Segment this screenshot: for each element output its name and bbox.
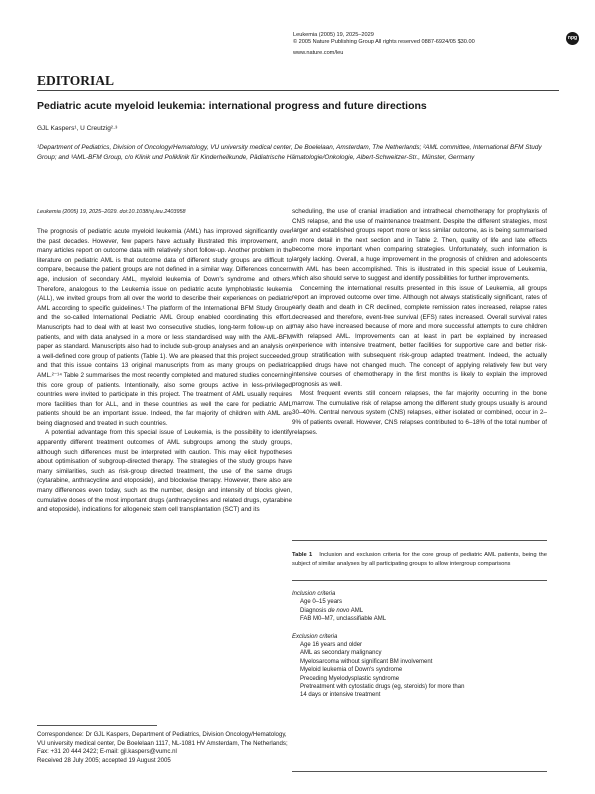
correspondence-text: Correspondence: Dr GJL Kaspers, Department of Pediatrics, Division Oncology/Hematology, VU university medical center, De Boelelaan 1117, NL-1081 HV Amsterdam, The Netherlands; Fax: +31 20 444 2422; E-mail: gjl.kaspers@vumc.nl	[37, 731, 288, 756]
section-label: EDITORIAL	[37, 73, 115, 88]
aml-suffix: AML	[349, 607, 364, 614]
citation-text: Leukemia (2005) 19, 2025–2029. doi:10.1038/sj.leu.2403958	[37, 209, 186, 215]
body-column-right	[292, 207, 547, 437]
table-body	[292, 590, 547, 700]
de-novo-term: de novo	[328, 607, 350, 614]
body-paragraph: The prognosis of pediatric acute myeloid leukemia (AML) has improved significantly over the past decades. However, few papers have actually illustrated this improvement, and many articles report on outcome data with relatively short follow-up. Another problem in the literature on pediatric AML is that outcome data of different study groups are difficult to compare, because the patient groups are not defined in a similar way. Differences concern age, inclusion of secondary AML, myeloid leukemia of Down's syndrome and others. Therefore, analogous to the Leukemia issue on pediatric acute lymphoblastic leukemia (ALL), we invited groups from all over the world to describe their experiences on pediatric AML according to specific guidelines.¹ The platform of the International BFM Study Group and the so-called International Pediatric AML Group enabled coordinating this effort. Manuscripts had to deal with at least two consecutive studies, long-term follow-up on all patients, and with data analysed in a more or less standardised way with the AML-BFM paper as standard. Manuscripts also had to include sub-group analyses and an analysis on a well-defined core group of patients (Table 1). We are pleased that this project succeeded, and that this issue contains 13 original manuscripts from as many groups on pediatric AML.²⁻¹⁴ Table 2 summarises the most recently completed and matured studies concerning this core group of patients. Intentionally, also some groups active in less-privileged countries were invited to participate in this project. The treatment of AML usually requires more facilities than for ALL, and in these countries as well the care for pediatric AML patients should be an important issue. Indeed, the far majority of children with AML are being diagnosed and treated in such countries.	[37, 228, 292, 427]
body-paragraph: Most frequent events still concern relapses, the far majority occurring in the bone marrow. The cumulative risk of relapse among the different study groups usually is around 30–40%. Central nervous system (CNS) relapses, either isolated or combined, occur in 2–9% of patients overall. However, CNS relapses contributed to 6–18% of the total number of relapses.	[292, 390, 547, 436]
table-top-rule	[292, 540, 547, 541]
author-list: GJL Kaspers¹, U Creutzig²·³	[37, 125, 118, 132]
body-paragraph: Concerning the international results presented in this issue of Leukemia, all groups report an improved outcome over time. Although not always statistically significant, rates of early death and death in CR declined, complete remission rates increased, relapse rates decreased and therefore, event-free survival (EFS) rates increased. Overall survival rates may also have increased because of more and more successful attempts to cure children with relapsed AML. Improvements can at least in part be explained by increased experience with intensive treatment, better facilities for supportive care and better risk-group stratification with subsequent risk-group adapted treatment. Indeed, the actually applied drugs have not changed much. The concept of applying relatively few but very intensive courses of chemotherapy in the first months is likely to explain the improved prognosis as well.	[292, 284, 547, 388]
body-column-left	[37, 227, 292, 515]
copyright-line: © 2005 Nature Publishing Group All rights reserved 0887-6924/05 $30.00	[293, 39, 475, 46]
article-citation	[37, 209, 292, 215]
table-caption	[292, 551, 547, 568]
body-paragraph: A potential advantage from this special issue of Leukemia, is the possibility to identify apparently different treatment outcomes of AML subgroups among the study groups, although such differences must be interpreted with caution. This may elicit hypotheses about optimisation of subgroup-directed therapy. The strategies of the study groups have many similarities, such as risk-group directed treatment, the use of the same drugs (cytarabine, anthracycline and etoposide), and blockwise therapy. However, there also are many differences even today, such as the number, design and intensity of blocks given, cumulative doses of the most important drugs (anthracyclines and related drugs, cytarabine and etoposide), indications for allogeneic stem cell transplantation (SCT) and its	[37, 429, 292, 514]
affiliations: ¹Department of Pediatrics, Division of Oncology/Hematology, VU university medical center, De Boelelaan, Amsterdam, The Netherlands; ²AML committee, International BFM Study Group; and ³AML-BFM Group, c/o Klinik und Poliklinik für Kinderheilkunde, Pädiatrische Hämatologie/Onkologie, Albert-Schweitzer-Str., Münster, Germany	[37, 144, 542, 161]
table-label: Table 1	[292, 552, 313, 558]
table-header-rule	[292, 580, 547, 581]
table-row	[292, 607, 547, 615]
article-title: Pediatric acute myeloid leukemia: international progress and future directions	[37, 100, 427, 112]
correspondence-note	[37, 731, 292, 765]
inclusion-header: Inclusion criteria	[292, 591, 336, 597]
table-row: Myelosarcoma without significant BM involvement	[300, 658, 433, 665]
exclusion-header: Exclusion criteria	[292, 633, 338, 640]
journal-header	[293, 32, 475, 57]
table-row: 14 days or intensive treatment	[300, 692, 381, 699]
table-row: Myeloid leukemia of Down's syndrome	[300, 667, 403, 674]
table-row: FAB M0–M7, unclassifiable AML	[300, 616, 387, 623]
footnote-divider	[37, 725, 157, 726]
table-row: Preceding Myelodysplastic syndrome	[300, 675, 400, 682]
table-row: AML as secondary malignancy	[300, 650, 382, 657]
journal-citation-line: Leukemia (2005) 19, 2025–2029	[293, 32, 374, 38]
journal-url-link[interactable]: www.nature.com/leu	[293, 49, 344, 56]
table-row: Pretreatment with cytostatic drugs (eg, steroids) for more than	[300, 684, 465, 691]
body-paragraph: scheduling, the use of cranial irradiation and intrathecal chemotherapy for prophylaxis of CNS relapse, and the use of maintenance treatment. Despite the different strategies, most larger and established groups report more or less similar outcome, as is being summarised in more detail in the next section and in Table 2. Then, quality of life and late effects become more important when comparing strategies. Unfortunately, such information is largely lacking. Overall, a huge improvement in the prognosis of children and adolescents with AML has been accomplished. This is illustrated in this special issue of Leukemia, which also should serve to suggest and identify possibilities for further improvements.	[292, 208, 547, 283]
received-dates: Received 28 July 2005; accepted 19 August 2005	[37, 756, 171, 764]
table-row: Age 16 years and older	[300, 642, 363, 649]
npg-logo: npg	[566, 32, 579, 45]
diagnosis-prefix: Diagnosis	[300, 607, 329, 614]
section-rule	[37, 90, 559, 91]
table-caption-text: Inclusion and exclusion criteria for the core group of pediatric AML patients, being the subject of similar analyses by all participating groups to allow intergroup comparisons	[292, 552, 547, 567]
table-row: Age 0–15 years	[300, 599, 343, 606]
table-bottom-rule	[292, 771, 547, 772]
